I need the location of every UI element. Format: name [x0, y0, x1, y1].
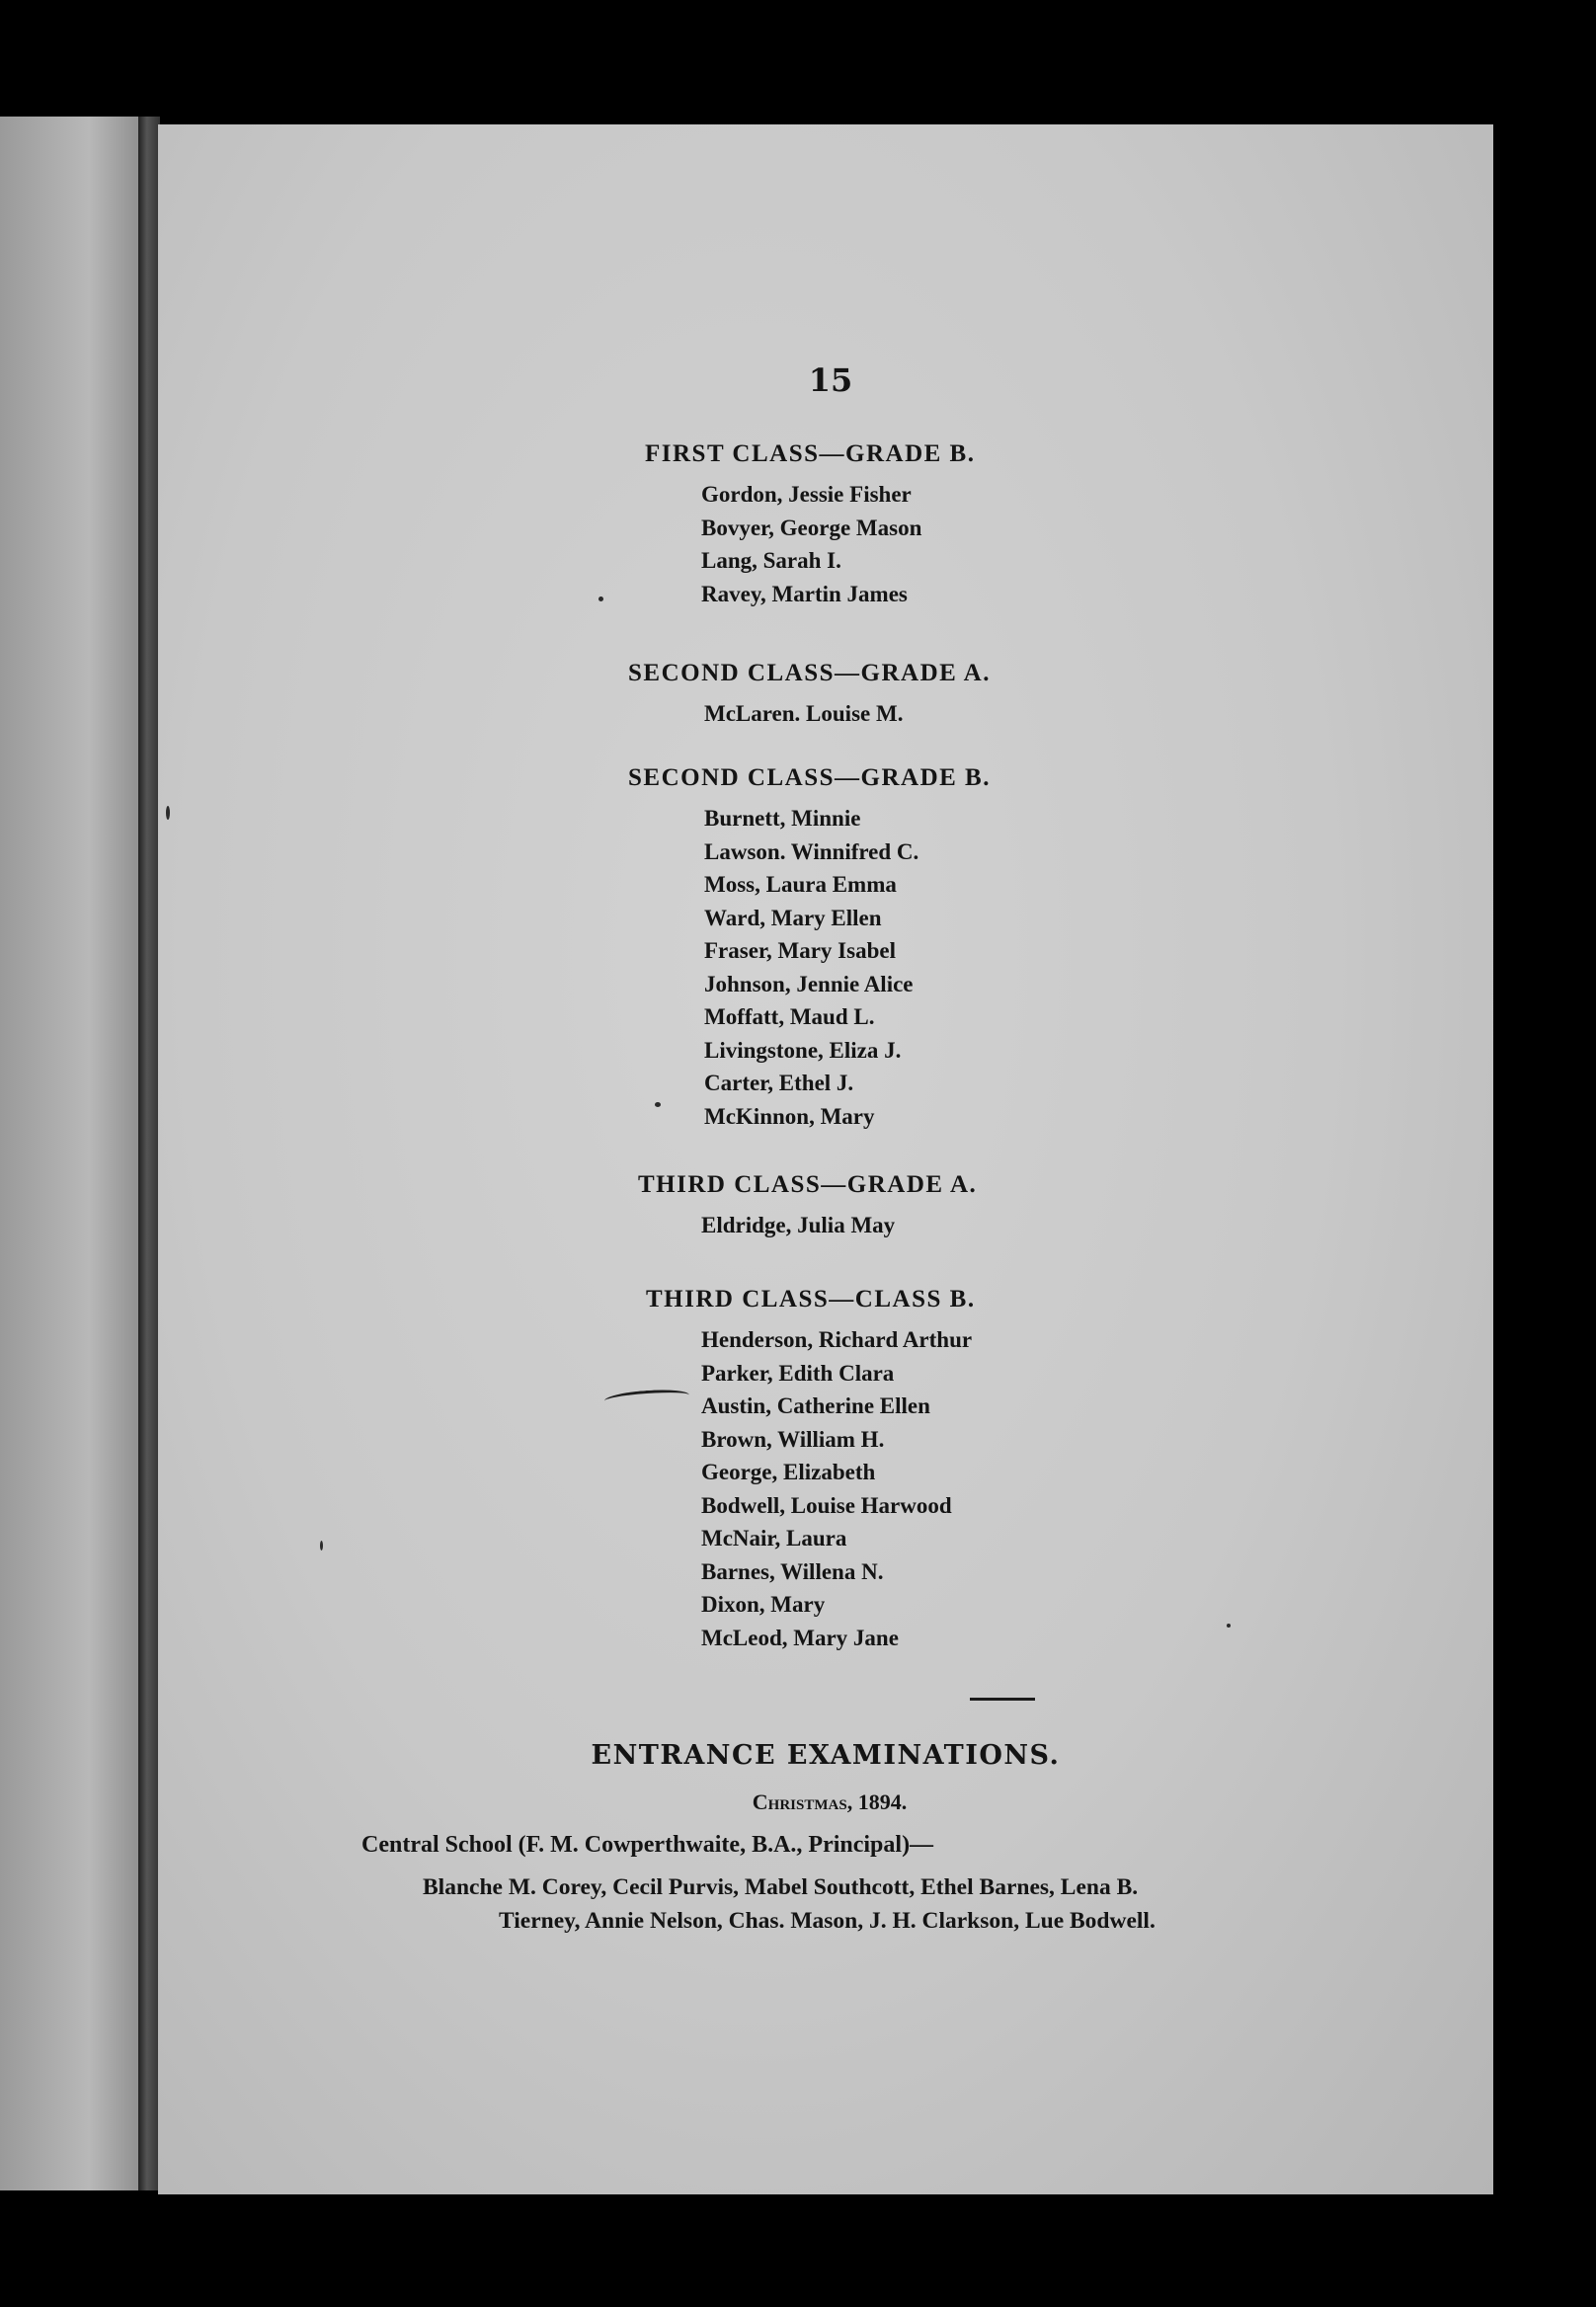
school-heading: Central School (F. M. Cowperthwaite, B.A., Principal)— — [361, 1832, 934, 1858]
list-item: Bodwell, Louise Harwood — [701, 1492, 952, 1518]
scan-speck — [1227, 1624, 1231, 1628]
list-item: Moss, Laura Emma — [704, 872, 897, 897]
entrance-examinations-date: Christmas, 1894. — [752, 1790, 908, 1814]
book-gutter — [138, 117, 160, 2190]
list-item: Johnson, Jennie Alice — [704, 971, 914, 996]
list-item: McNair, Laura — [701, 1526, 847, 1551]
list-item: Fraser, Mary Isabel — [704, 938, 896, 963]
section-heading: SECOND CLASS—GRADE B. — [628, 764, 991, 791]
entrance-examinations-title: ENTRANCE EXAMINATIONS. — [591, 1740, 1061, 1771]
section-second-class-grade-a — [158, 660, 1493, 731]
section-second-class-grade-b — [158, 764, 1493, 1133]
list-item: Parker, Edith Clara — [701, 1360, 895, 1386]
document-page — [158, 124, 1493, 2194]
list-item: McLeod, Mary Jane — [701, 1625, 899, 1650]
list-item: Gordon, Jessie Fisher — [701, 482, 912, 507]
section-heading: THIRD CLASS—CLASS B. — [646, 1286, 976, 1313]
list-item: Lawson. Winnifred C. — [704, 838, 919, 864]
section-heading: THIRD CLASS—GRADE A. — [638, 1171, 978, 1198]
list-item: Burnett, Minnie — [704, 806, 861, 831]
section-first-class-grade-b — [158, 440, 1493, 610]
list-item: Ravey, Martin James — [701, 581, 908, 606]
list-item: Moffatt, Maud L. — [704, 1004, 875, 1029]
name-list — [704, 802, 1493, 1133]
list-item: Eldridge, Julia May — [701, 1213, 896, 1237]
list-item: McKinnon, Mary — [704, 1103, 875, 1129]
list-item: Henderson, Richard Arthur — [701, 1327, 973, 1352]
name-list — [701, 478, 1493, 610]
list-item: Livingstone, Eliza J. — [704, 1037, 902, 1063]
facing-page-edge — [0, 117, 148, 2190]
name-list — [701, 1323, 1493, 1654]
scan-speck — [166, 806, 170, 820]
section-third-class-class-b — [158, 1286, 1493, 1654]
scan-speck — [320, 1541, 323, 1551]
list-item: Carter, Ethel J. — [704, 1071, 854, 1095]
list-item: Barnes, Willena N. — [701, 1558, 884, 1584]
section-heading: FIRST CLASS—GRADE B. — [645, 440, 976, 467]
pupil-names-line: Tierney, Annie Nelson, Chas. Mason, J. H. Clarkson, Lue Bodwell. — [499, 1908, 1156, 1934]
list-item: Lang, Sarah I. — [701, 548, 841, 573]
name-list — [704, 697, 1493, 731]
list-item: Ward, Mary Ellen — [704, 905, 882, 930]
list-item: McLaren. Louise M. — [704, 701, 904, 726]
page-number: 15 — [808, 361, 853, 399]
section-third-class-grade-a — [158, 1171, 1493, 1242]
scan-speck — [598, 597, 603, 601]
list-item: Bovyer, George Mason — [701, 515, 922, 540]
list-item: Austin, Catherine Ellen — [701, 1393, 930, 1418]
scan-speck — [655, 1102, 661, 1107]
list-item: George, Elizabeth — [701, 1460, 876, 1484]
list-item: Brown, William H. — [701, 1426, 885, 1452]
divider-rule — [970, 1698, 1035, 1701]
name-list — [701, 1209, 1493, 1242]
list-item: Dixon, Mary — [701, 1592, 826, 1617]
pupil-names-line: Blanche M. Corey, Cecil Purvis, Mabel Southcott, Ethel Barnes, Lena B. — [423, 1874, 1139, 1900]
section-heading: SECOND CLASS—GRADE A. — [628, 660, 991, 686]
